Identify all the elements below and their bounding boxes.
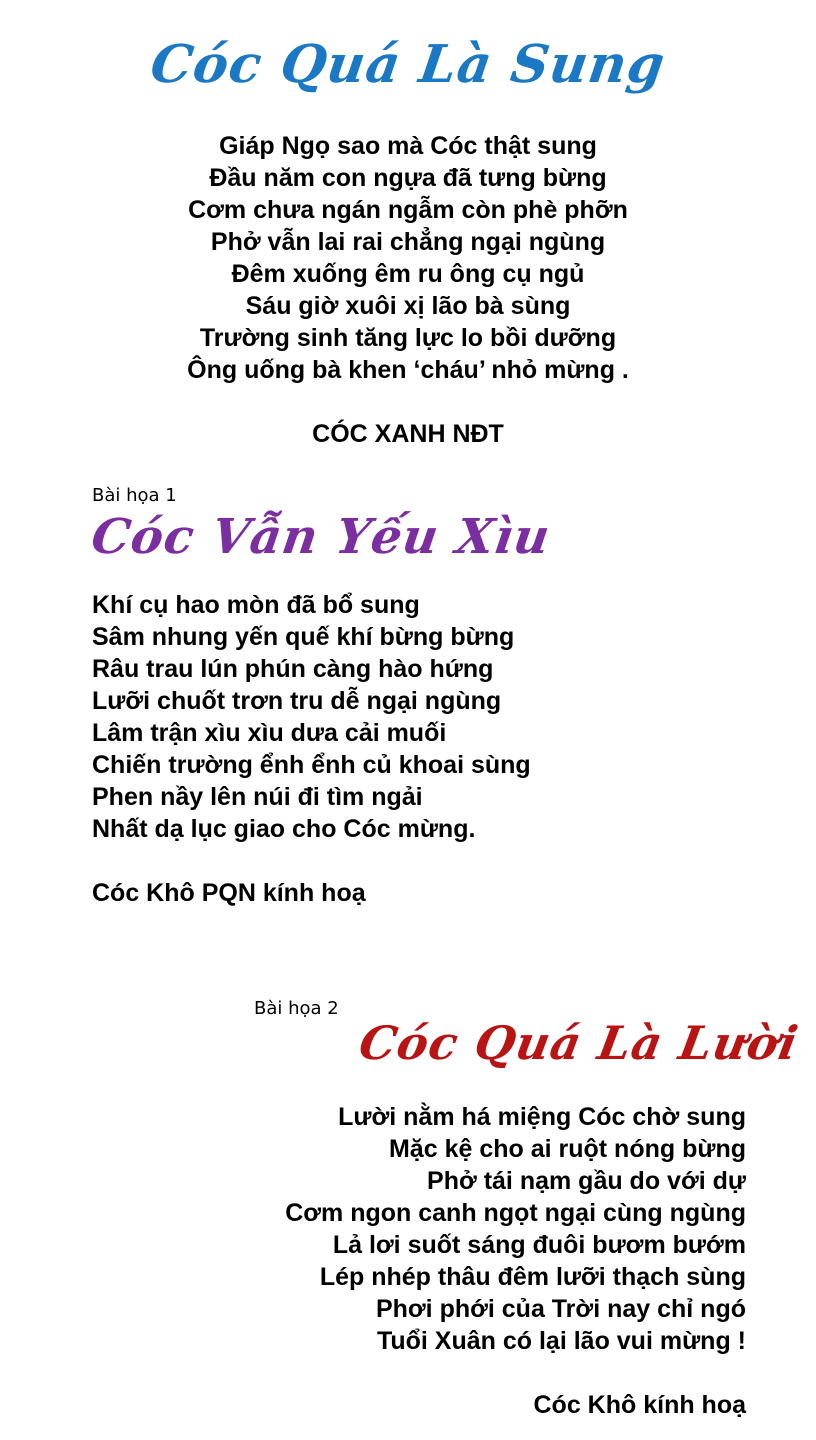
poem-3-title: Cóc Quá Là Lười — [355, 1016, 803, 1070]
poem-2-line: Chiến trường ểnh ểnh củ khoai sùng — [92, 751, 531, 779]
reply-2-label: Bài họa 2 — [254, 998, 339, 1019]
poem-1-line: Trường sinh tăng lực lo bồi dưỡng — [199, 324, 617, 352]
poem-1-author: CÓC XANH NĐT — [312, 420, 504, 448]
poem-3-line: Phơi phới của Trời nay chỉ ngó — [375, 1295, 746, 1323]
poem-1-line: Đầu năm con ngựa đã tưng bừng — [209, 164, 607, 192]
poem-3-line: Lép nhép thâu đêm lưỡi thạch sùng — [319, 1263, 746, 1291]
poem-2-line: Sâm nhung yến quế khí bừng bừng — [92, 623, 515, 651]
poem-1-title: Cóc Quá Là Sung — [146, 34, 670, 95]
poem-3-body — [285, 1101, 746, 1357]
reply-1-label: Bài họa 1 — [92, 485, 177, 506]
poem-3-author: Cóc Khô kính hoạ — [533, 1391, 746, 1419]
poem-3-line: Mặc kệ cho ai ruột nóng bừng — [388, 1135, 746, 1163]
poem-2-body — [92, 589, 531, 845]
poem-1-line: Phở vẫn lai rai chẳng ngại ngùng — [210, 228, 606, 256]
poem-1-line: Sáu giờ xuôi xị lão bà sùng — [245, 292, 571, 320]
poem-3-line: Lả lơi suốt sáng đuôi bươm bướm — [332, 1231, 746, 1259]
poem-2-line: Lưỡi chuốt trơn tru dễ ngại ngùng — [92, 687, 502, 715]
poem-1-line: Giáp Ngọ sao mà Cóc thật sung — [219, 132, 597, 160]
poem-3-line: Tuổi Xuân có lại lão vui mừng ! — [376, 1327, 746, 1355]
poem-2-line: Lâm trận xìu xìu dưa cải muối — [92, 719, 447, 747]
poem-1-line: Cơm chưa ngán ngẫm còn phè phỡn — [188, 196, 628, 224]
poem-1-line: Ông uống bà khen ‘cháu’ nhỏ mừng . — [187, 356, 629, 384]
poem-1-line: Đêm xuống êm ru ông cụ ngủ — [231, 260, 585, 288]
poem-2-line: Nhất dạ lục giao cho Cóc mừng. — [92, 815, 476, 843]
poem-2-author: Cóc Khô PQN kính hoạ — [92, 879, 366, 907]
poem-2-line: Phen nầy lên núi đi tìm ngải — [92, 783, 423, 811]
poem-3-line: Phở tái nạm gầu do với dự — [427, 1167, 746, 1195]
poem-3-line: Cơm ngon canh ngọt ngại cùng ngùng — [285, 1199, 746, 1227]
poem-2-line: Khí cụ hao mòn đã bổ sung — [92, 591, 420, 619]
poem-2-title: Cóc Vẫn Yếu Xìu — [88, 509, 554, 565]
poem-2-line: Râu trau lún phún càng hào hứng — [92, 655, 494, 683]
poem-1-body — [0, 130, 816, 386]
poem-3-line: Lười nằm há miệng Cóc chờ sung — [338, 1103, 746, 1131]
